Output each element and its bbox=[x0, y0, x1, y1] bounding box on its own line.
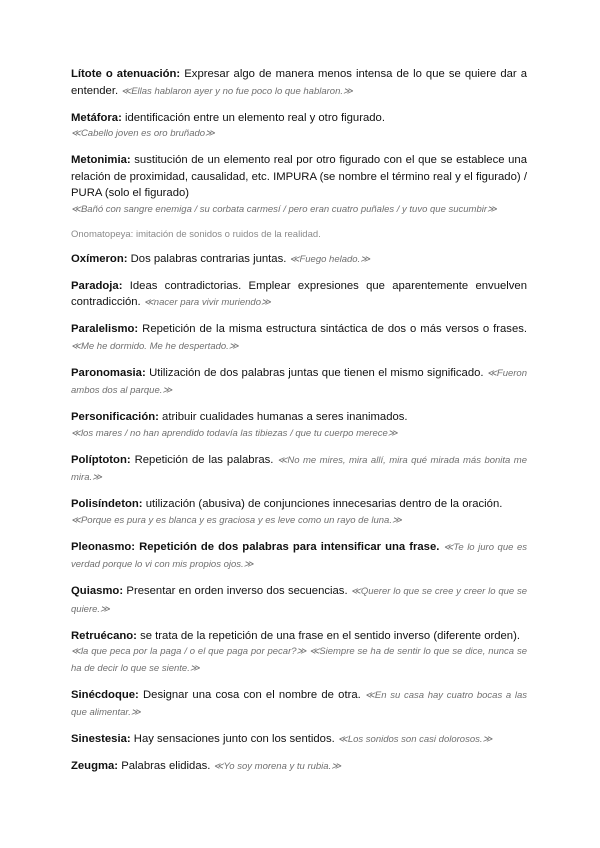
entry-paronomasia bbox=[71, 365, 527, 400]
entry-example: ≪Porque es pura y es blanca y es graciosa y es leve como un rayo de luna.≫ bbox=[71, 514, 402, 526]
entry-definition: Utilización de dos palabras juntas que tienen el mismo significado. bbox=[149, 366, 484, 379]
entry-example: ≪Fuego helado.≫ bbox=[289, 253, 371, 265]
entry-sinecdoque bbox=[71, 687, 527, 722]
entry-pleonasmo bbox=[71, 539, 527, 574]
entry-term: Paronomasia: bbox=[71, 366, 146, 379]
entry-polisindeton bbox=[71, 496, 527, 529]
entry-example: ≪Bañó con sangre enemiga / su corbata carmesí / pero eran cuatro puñales / y tuvo que sucumbir≫ bbox=[71, 203, 497, 215]
entry-zeugma bbox=[71, 758, 527, 776]
entry-example: ≪nacer para vivir muriendo≫ bbox=[143, 297, 271, 308]
entry-quiasmo bbox=[71, 583, 527, 618]
entry-definition: Dos palabras contrarias juntas. bbox=[130, 252, 287, 265]
entry-definition: se trata de la repetición de una frase en el sentido inverso (diferente orden). bbox=[140, 629, 520, 642]
entry-metafora bbox=[71, 110, 527, 143]
entry-term: Retruécano: bbox=[71, 629, 137, 642]
entry-term: Personificación: bbox=[71, 411, 159, 423]
entry-definition: Presentar en orden inverso dos secuencias. bbox=[126, 585, 348, 597]
entry-term: Metáfora: bbox=[71, 111, 122, 124]
entry-litote bbox=[71, 66, 527, 100]
entry-term: Sinestesia: bbox=[71, 733, 131, 745]
entry-poliptoton bbox=[71, 452, 527, 487]
entry-example: ≪los mares / no han aprendido todavía las tibiezas / que tu cuerpo merece≫ bbox=[71, 427, 398, 439]
entry-term: Paradoja: bbox=[71, 279, 123, 292]
entry-term: Sinécdoque: bbox=[71, 688, 139, 701]
entry-example: ≪Los sonidos son casi dolorosos.≫ bbox=[337, 734, 493, 745]
entry-definition: sustitución de un elemento real por otro figurado con el que se establece una relación de proximidad, causalidad, etc. IMPURA (se nombre el término real y el figurado) / PURA (solo el figurado) bbox=[71, 154, 527, 199]
entry-metonimia bbox=[71, 152, 527, 218]
entry-retruecano bbox=[71, 628, 527, 678]
entry-definition: Repetición de las palabras. bbox=[134, 453, 274, 466]
entry-term: Pleonasmo: Repetición de dos palabras para intensificar una frase. bbox=[71, 540, 440, 553]
entry-paradoja bbox=[71, 278, 527, 312]
figures-list bbox=[71, 66, 527, 785]
entry-example: ≪la que peca por la paga / o el que paga por pecar?≫ ≪Siempre se ha de sentir lo que se dice, nunca se ha de decir lo que se siente.≫ bbox=[71, 646, 527, 674]
entry-definition: Hay sensaciones junto con los sentidos. bbox=[133, 733, 335, 745]
entry-term: Políptoton: bbox=[71, 453, 131, 466]
entry-sinestesia bbox=[71, 731, 527, 749]
entry-term: Lítote o atenuación: bbox=[71, 68, 181, 80]
entry-example: ≪Ellas hablaron ayer y no fue poco lo que hablaron.≫ bbox=[121, 85, 353, 97]
entry-term: Metonimia: bbox=[71, 154, 131, 166]
entry-definition: Ideas contradictorias. Emplear expresiones que aparentemente envuelven contradicción. bbox=[71, 279, 527, 308]
entry-oximeron bbox=[71, 251, 527, 269]
entry-paralelismo bbox=[71, 321, 527, 355]
entry-example: ≪Yo soy morena y tu rubia.≫ bbox=[213, 761, 342, 772]
entry-term: Polisíndeton: bbox=[71, 498, 143, 510]
entry-term: Zeugma: bbox=[71, 760, 119, 772]
entry-definition: Expresar algo de manera menos intensa de lo que se quiere dar a entender. bbox=[71, 68, 527, 97]
entry-definition: Palabras elididas. bbox=[121, 760, 211, 772]
entry-definition: Designar una cosa con el nombre de otra. bbox=[143, 688, 361, 701]
entry-example: ≪Querer lo que se cree y creer lo que se quiere.≫ bbox=[71, 586, 528, 615]
entry-definition: utilización (abusiva) de conjunciones innecesarias dentro de la oración. bbox=[145, 498, 503, 510]
entry-definition: identificación entre un elemento real y otro figurado. bbox=[124, 111, 385, 124]
entry-example: ≪Te lo juro que es verdad porque lo vi con mis propios ojos.≫ bbox=[71, 541, 528, 570]
entry-example: ≪No me mires, mira allí, mira qué mirada más bonita me mira.≫ bbox=[71, 454, 528, 483]
entry-example: ≪Cabello joven es oro bruñado≫ bbox=[71, 128, 216, 139]
entry-definition: Repetición de la misma estructura sintáctica de dos o más versos o frases. bbox=[142, 323, 528, 335]
entry-example: ≪Me he dormido. Me he despertado.≫ bbox=[71, 340, 239, 352]
entry-example: ≪En su casa hay cuatro bocas a las que alimentar.≫ bbox=[71, 689, 528, 718]
entry-personificacion bbox=[71, 409, 527, 442]
entry-term: Paralelismo: bbox=[71, 323, 139, 335]
entry-example: ≪Fueron ambos dos al parque.≫ bbox=[71, 367, 527, 396]
entry-definition: atribuir cualidades humanas a seres inanimados. bbox=[162, 411, 408, 423]
entry-term: Oxímeron: bbox=[71, 252, 128, 265]
entry-term: Quiasmo: bbox=[71, 585, 124, 597]
entry-onomatopeya: Onomatopeya: imitación de sonidos o ruidos de la realidad. bbox=[71, 228, 321, 240]
